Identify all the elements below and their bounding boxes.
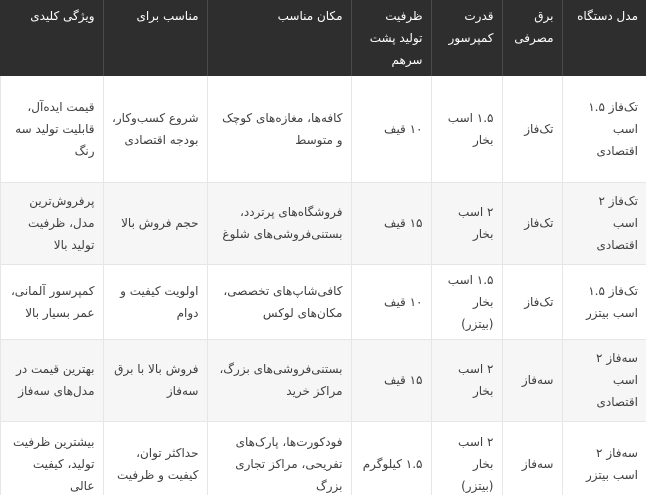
header-compressor-power: قدرت کمپرسور — [431, 0, 502, 76]
cell-suitable-for: فروش بالا با برق سه‌فاز — [103, 339, 207, 421]
cell-location: کافه‌ها، مغازه‌های کوچک و متوسط — [207, 76, 351, 182]
cell-capacity: ۱۵ قیف — [351, 182, 431, 264]
cell-suitable-for: حجم فروش بالا — [103, 182, 207, 264]
table-row — [0, 421, 646, 495]
cell-model: تک‌فاز ۱.۵ اسب بیتزر — [562, 264, 646, 339]
cell-compressor-power: ۱.۵ اسب بخار (بیتزر) — [431, 264, 502, 339]
cell-suitable-for: حداکثر توان، کیفیت و ظرفیت — [103, 421, 207, 495]
cell-key-feature: پرفروش‌ترین مدل، ظرفیت تولید بالا — [0, 182, 103, 264]
header-suitable-for: مناسب برای — [103, 0, 207, 76]
cell-suitable-for: شروع کسب‌وکار، بودجه اقتصادی — [103, 76, 207, 182]
cell-suitable-for: اولویت کیفیت و دوام — [103, 264, 207, 339]
cell-location: کافی‌شاپ‌های تخصصی، مکان‌های لوکس — [207, 264, 351, 339]
header-suitable-location: مکان مناسب — [207, 0, 351, 76]
table-header-row — [0, 0, 646, 76]
cell-power-supply: تک‌فاز — [502, 264, 562, 339]
header-model: مدل دستگاه — [562, 0, 646, 76]
cell-key-feature: کمپرسور آلمانی، عمر بسیار بالا — [0, 264, 103, 339]
cell-compressor-power: ۲ اسب بخار (بیتزر) — [431, 421, 502, 495]
header-key-feature: ویژگی کلیدی — [0, 0, 103, 76]
cell-key-feature: بهترین قیمت در مدل‌های سه‌فاز — [0, 339, 103, 421]
cell-location: فودکورت‌ها، پارک‌های تفریحی، مراکز تجاری بزرگ — [207, 421, 351, 495]
cell-key-feature: قیمت ایده‌آل، قابلیت تولید سه رنگ — [0, 76, 103, 182]
cell-power-supply: تک‌فاز — [502, 182, 562, 264]
cell-model: تک‌فاز ۲ اسب اقتصادی — [562, 182, 646, 264]
table-row — [0, 264, 646, 339]
cell-power-supply: سه‌فاز — [502, 339, 562, 421]
cell-location: بستنی‌فروشی‌های بزرگ، مراکز خرید — [207, 339, 351, 421]
cell-model: سه‌فاز ۲ اسب اقتصادی — [562, 339, 646, 421]
cell-capacity: ۱۰ قیف — [351, 76, 431, 182]
table-row — [0, 339, 646, 421]
cell-compressor-power: ۲ اسب بخار — [431, 339, 502, 421]
cell-model: تک‌فاز ۱.۵ اسب اقتصادی — [562, 76, 646, 182]
table-row — [0, 76, 646, 182]
table-row — [0, 182, 646, 264]
cell-power-supply: تک‌فاز — [502, 76, 562, 182]
cell-compressor-power: ۲ اسب بخار — [431, 182, 502, 264]
cell-key-feature: بیشترین ظرفیت تولید، کیفیت عالی — [0, 421, 103, 495]
cell-power-supply: سه‌فاز — [502, 421, 562, 495]
cell-capacity: ۱۵ قیف — [351, 339, 431, 421]
cell-capacity: ۱۰ قیف — [351, 264, 431, 339]
header-power-supply: برق مصرفی — [502, 0, 562, 76]
cell-capacity: ۱.۵ کیلوگرم — [351, 421, 431, 495]
cell-location: فروشگاه‌های پرتردد، بستنی‌فروشی‌های شلوغ — [207, 182, 351, 264]
header-continuous-capacity: ظرفیت تولید پشت سرهم — [351, 0, 431, 76]
cell-model: سه‌فاز ۲ اسب بیتزر — [562, 421, 646, 495]
cell-compressor-power: ۱.۵ اسب بخار — [431, 76, 502, 182]
